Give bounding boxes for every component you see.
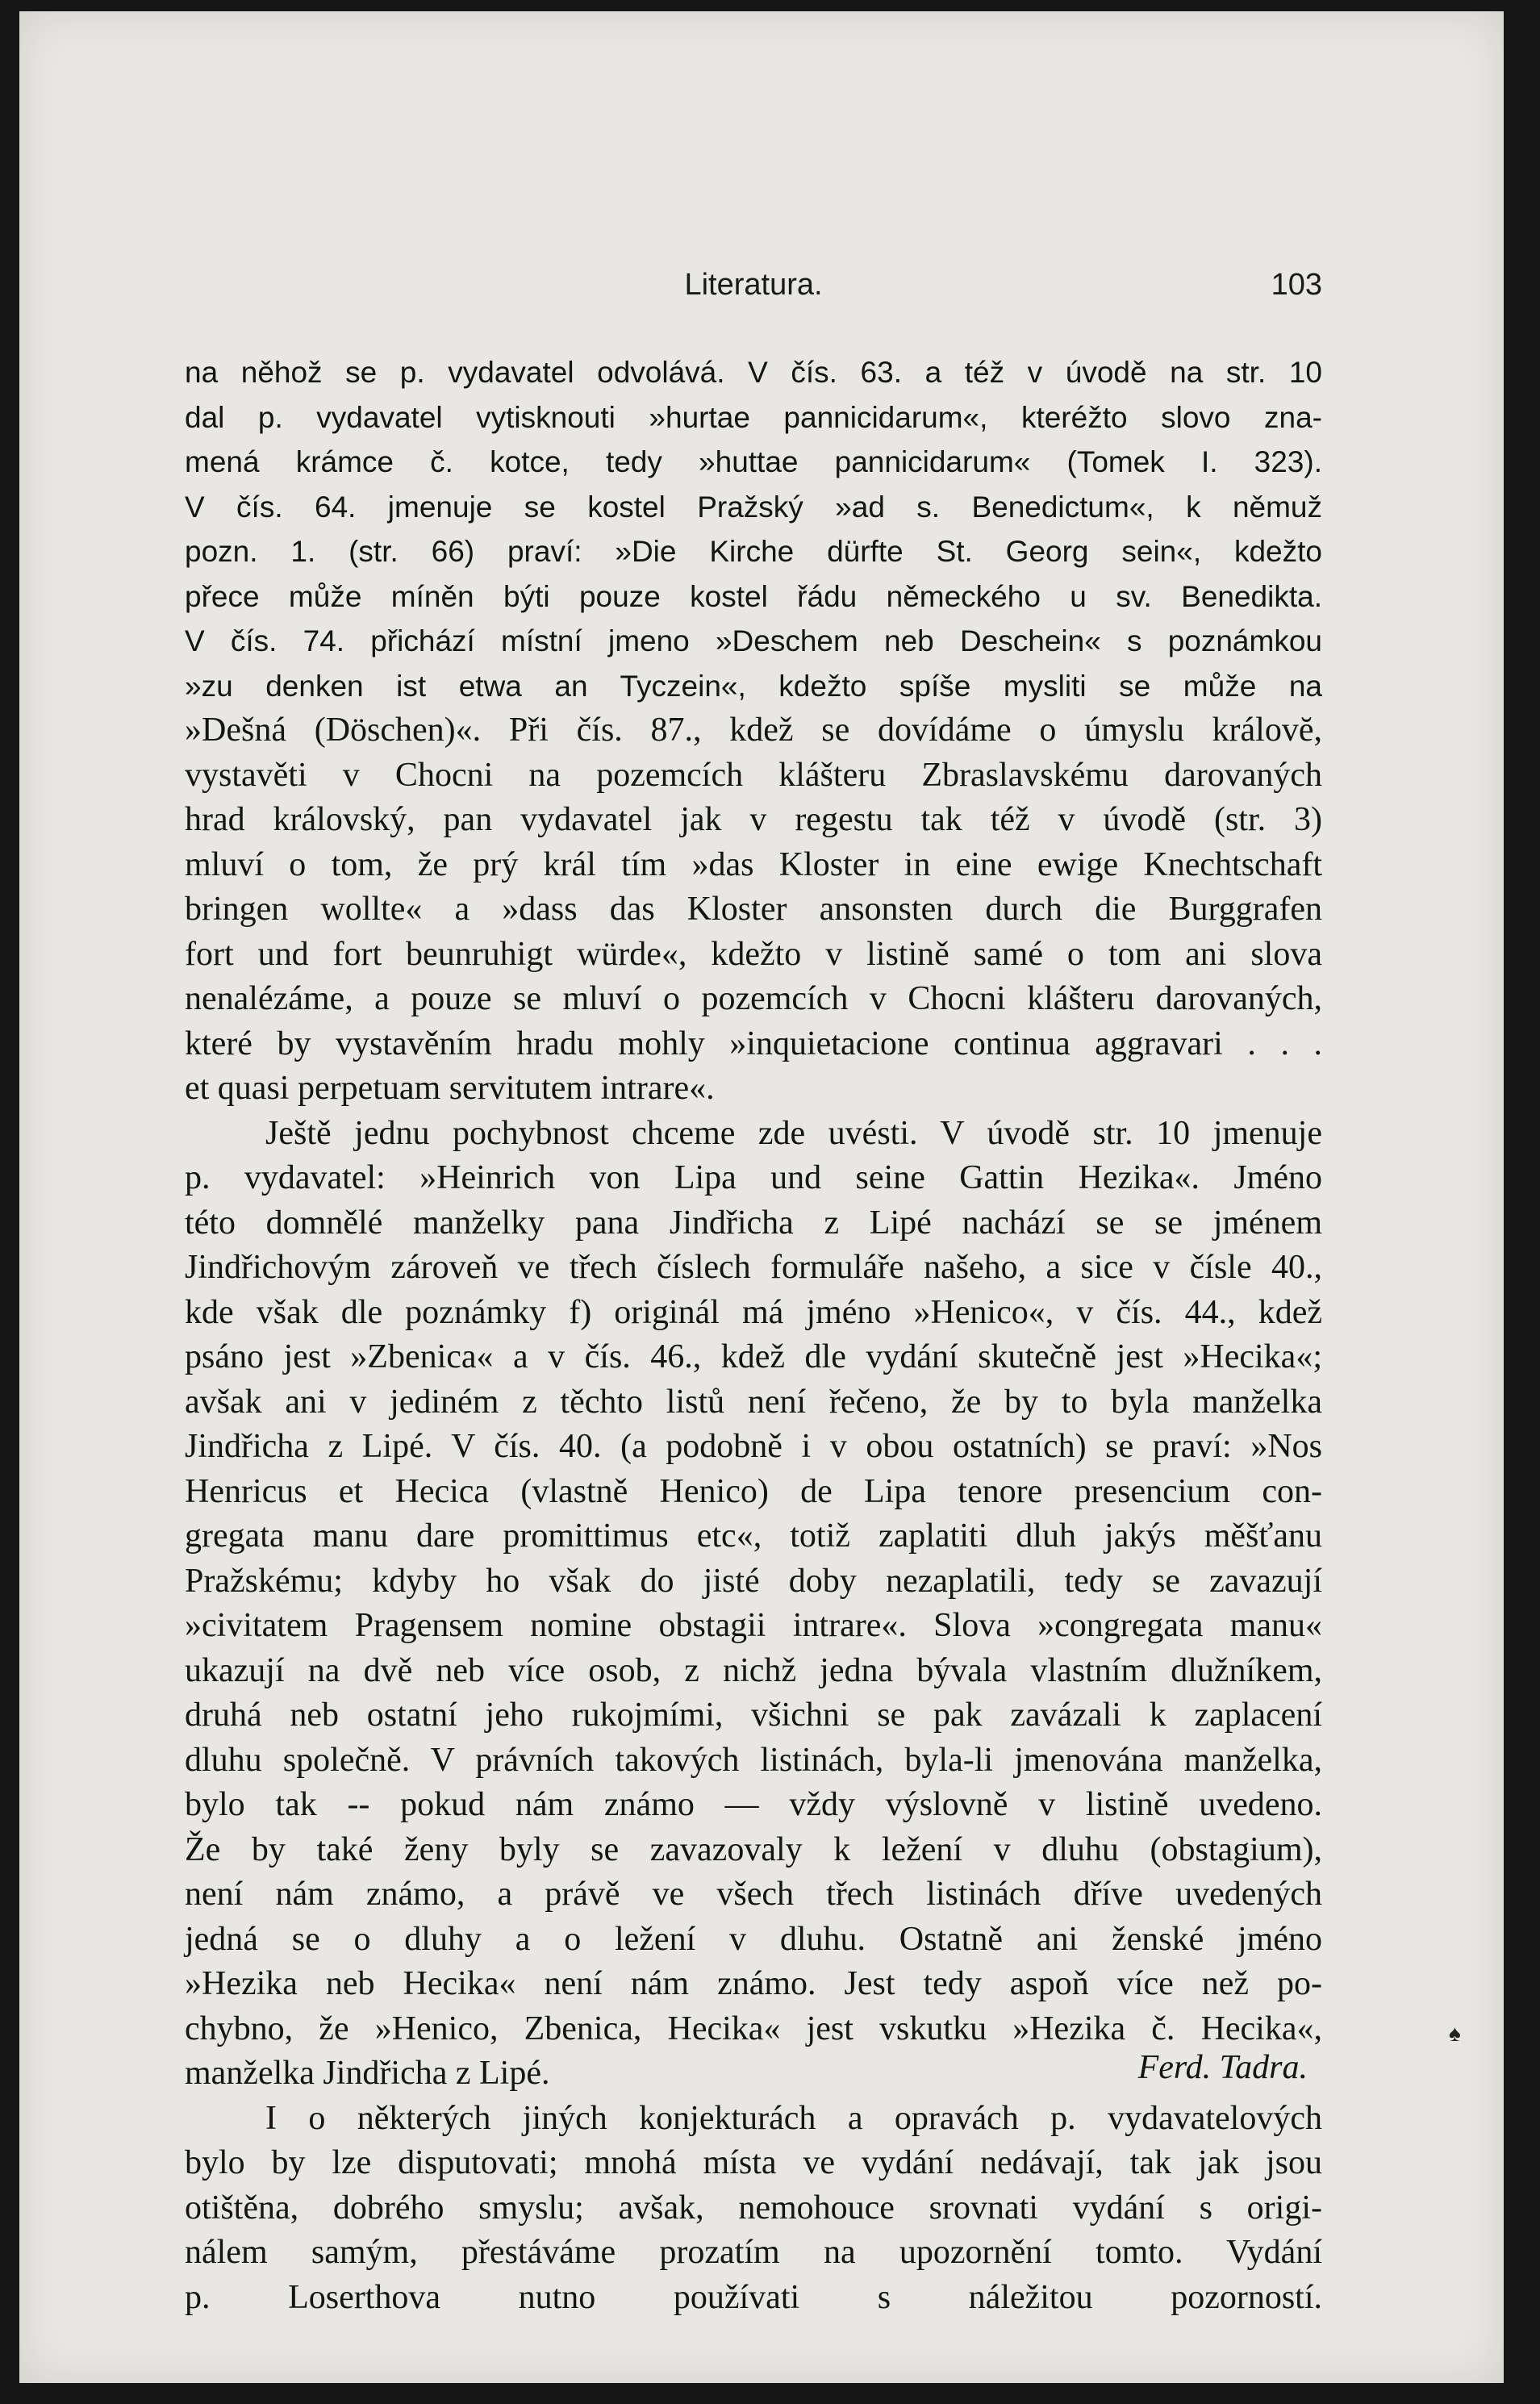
text-line: bringen wollte« a »dass das Kloster ansonsten durch die Burggrafen xyxy=(185,891,1322,928)
author-signature: Ferd. Tadra. xyxy=(1137,2049,1308,2086)
text-line: pozn. 1. (str. 66) praví: »Die Kirche dürfte St. Georg sein«, kdežto xyxy=(185,535,1322,568)
text-line: »civitatem Pragensem nomine obstagii intrare«. Slova »congregata manu« xyxy=(185,1607,1322,1644)
text-line: nenalézáme, a pouze se mluví o pozemcích v Chocni klášteru darovaných, xyxy=(185,980,1322,1017)
running-title: Literatura. xyxy=(684,268,823,302)
ink-mark-icon: ♠ xyxy=(1449,2022,1461,2047)
text-line: chybno, že »Henico, Zbenica, Hecika« jest vskutku »Hezika č. Hecika«, xyxy=(185,2010,1322,2047)
text-line: psáno jest »Zbenica« a v čís. 46., kdež dle vydání skutečně jest »Hecika«; xyxy=(185,1338,1322,1375)
text-line xyxy=(185,2320,1322,2365)
text-line: které by vystavěním hradu mohly »inquietacione continua aggravari . . . xyxy=(185,1025,1322,1062)
book-page xyxy=(19,11,1504,2383)
text-line: gregata manu dare promittimus etc«, totiž zaplatiti dluh jakýs měšťanu xyxy=(185,1517,1322,1555)
text-line: této domnělé manželky pana Jindřicha z Lipé nachází se se jménem xyxy=(185,1204,1322,1242)
text-line: et quasi perpetuam servitutem intrare«. xyxy=(185,1070,715,1107)
text-line: bylo tak -- pokud nám známo — vždy výslovně v listině uvedeno. xyxy=(185,1786,1322,1823)
text-line: V čís. 64. jmenuje se kostel Pražský »ad s. Benedictum«, k němuž xyxy=(185,490,1322,524)
text-line: Henricus et Hecica (vlastně Henico) de Lipa tenore presencium con- xyxy=(185,1472,1322,1510)
text-line: Že by také ženy byly se zavazovaly k ležení v dluhu (obstagium), xyxy=(185,1830,1322,1868)
text-line: otištěna, dobrého smyslu; avšak, nemohouce srovnati vydání s origi- xyxy=(185,2189,1322,2227)
text-line: mluví o tom, že prý král tím »das Kloster in eine ewige Knechtschaft xyxy=(185,845,1322,883)
text-line: p. Loserthova nutno používati s náležitou pozorností. xyxy=(185,2278,1322,2316)
text-line: fort und fort beunruhigt würde«, kdežto v listině samé o tom ani slova xyxy=(185,935,1322,973)
text-line: »Hezika neb Hecika« není nám známo. Jest tedy aspoň více než po- xyxy=(185,1965,1322,2002)
text-line: mená krámce č. kotce, tedy »huttae pannicidarum« (Tomek I. 323). xyxy=(185,445,1322,478)
text-line: Jindřichovým zároveň ve třech číslech formuláře našeho, a sice v čísle 40., xyxy=(185,1249,1322,1286)
text-line: V čís. 74. přichází místní jmeno »Deschem neb Deschein« s poznámkou xyxy=(185,624,1322,657)
text-line: nálem samým, přestáváme prozatím na upozornění tomto. Vydání xyxy=(185,2234,1322,2271)
text-line: manželka Jindřicha z Lipé. xyxy=(185,2055,550,2092)
page-number: 103 xyxy=(1271,268,1322,302)
text-line: jedná se o dluhy a o ležení v dluhu. Ostatně ani ženské jméno xyxy=(185,1920,1322,1958)
text-line: Jindřicha z Lipé. V čís. 40. (a podobně i v obou ostatních) se praví: »Nos xyxy=(185,1428,1322,1465)
text-line: přece může míněn býti pouze kostel řádu německého u sv. Benedikta. xyxy=(185,579,1322,613)
text-line: bylo by lze disputovati; mnohá místa ve vydání nedávají, tak jak jsou xyxy=(185,2144,1322,2181)
text-line: hrad královský, pan vydavatel jak v regestu tak též v úvodě (str. 3) xyxy=(185,801,1322,838)
text-line: Pražskému; kdyby ho však do jisté doby nezaplatili, tedy se zavazují xyxy=(185,1562,1322,1600)
text-line: druhá neb ostatní jeho rukojmími, všichni se pak zavázali k zaplacení xyxy=(185,1697,1322,1734)
text-line: na něhož se p. vydavatel odvolává. V čís. 63. a též v úvodě na str. 10 xyxy=(185,356,1322,389)
text-line: dal p. vydavatel vytisknouti »hurtae pannicidarum«, kteréžto slovo zna- xyxy=(185,400,1322,434)
text-line: »Dešná (Döschen)«. Při čís. 87., kdež se dovídáme o úmyslu královĕ, xyxy=(185,712,1322,749)
text-line: vystavěti v Chocni na pozemcích klášteru Zbraslavskému darovaných xyxy=(185,756,1322,794)
text-line: není nám známo, a právě ve všech třech listinách dříve uvedených xyxy=(185,1876,1322,1913)
text-line: ukazují na dvě neb více osob, z nichž jedna bývala vlastním dlužníkem, xyxy=(185,1651,1322,1689)
paragraph-start: Ještě jednu pochybnost chceme zde uvésti. V úvodě str. 10 jmenuje xyxy=(265,1114,1322,1152)
text-line: »zu denken ist etwa an Tyczein«, kdežto spíše mysliti se může na xyxy=(185,669,1322,703)
text-line: dluhu společně. V právních takových listinách, byla-li jmenována manželka, xyxy=(185,1741,1322,1779)
paragraph-start: I o některých jiných konjekturách a opravách p. vydavatelových xyxy=(265,2099,1322,2137)
text-line: avšak ani v jediném z těchto listů není řečeno, že by to byla manželka xyxy=(185,1383,1322,1421)
text-line: kde však dle poznámky f) originál má jméno »Henico«, v čís. 44., kdež xyxy=(185,1293,1322,1331)
text-line: p. vydavatel: »Heinrich von Lipa und seine Gattin Hezika«. Jméno xyxy=(185,1159,1322,1196)
